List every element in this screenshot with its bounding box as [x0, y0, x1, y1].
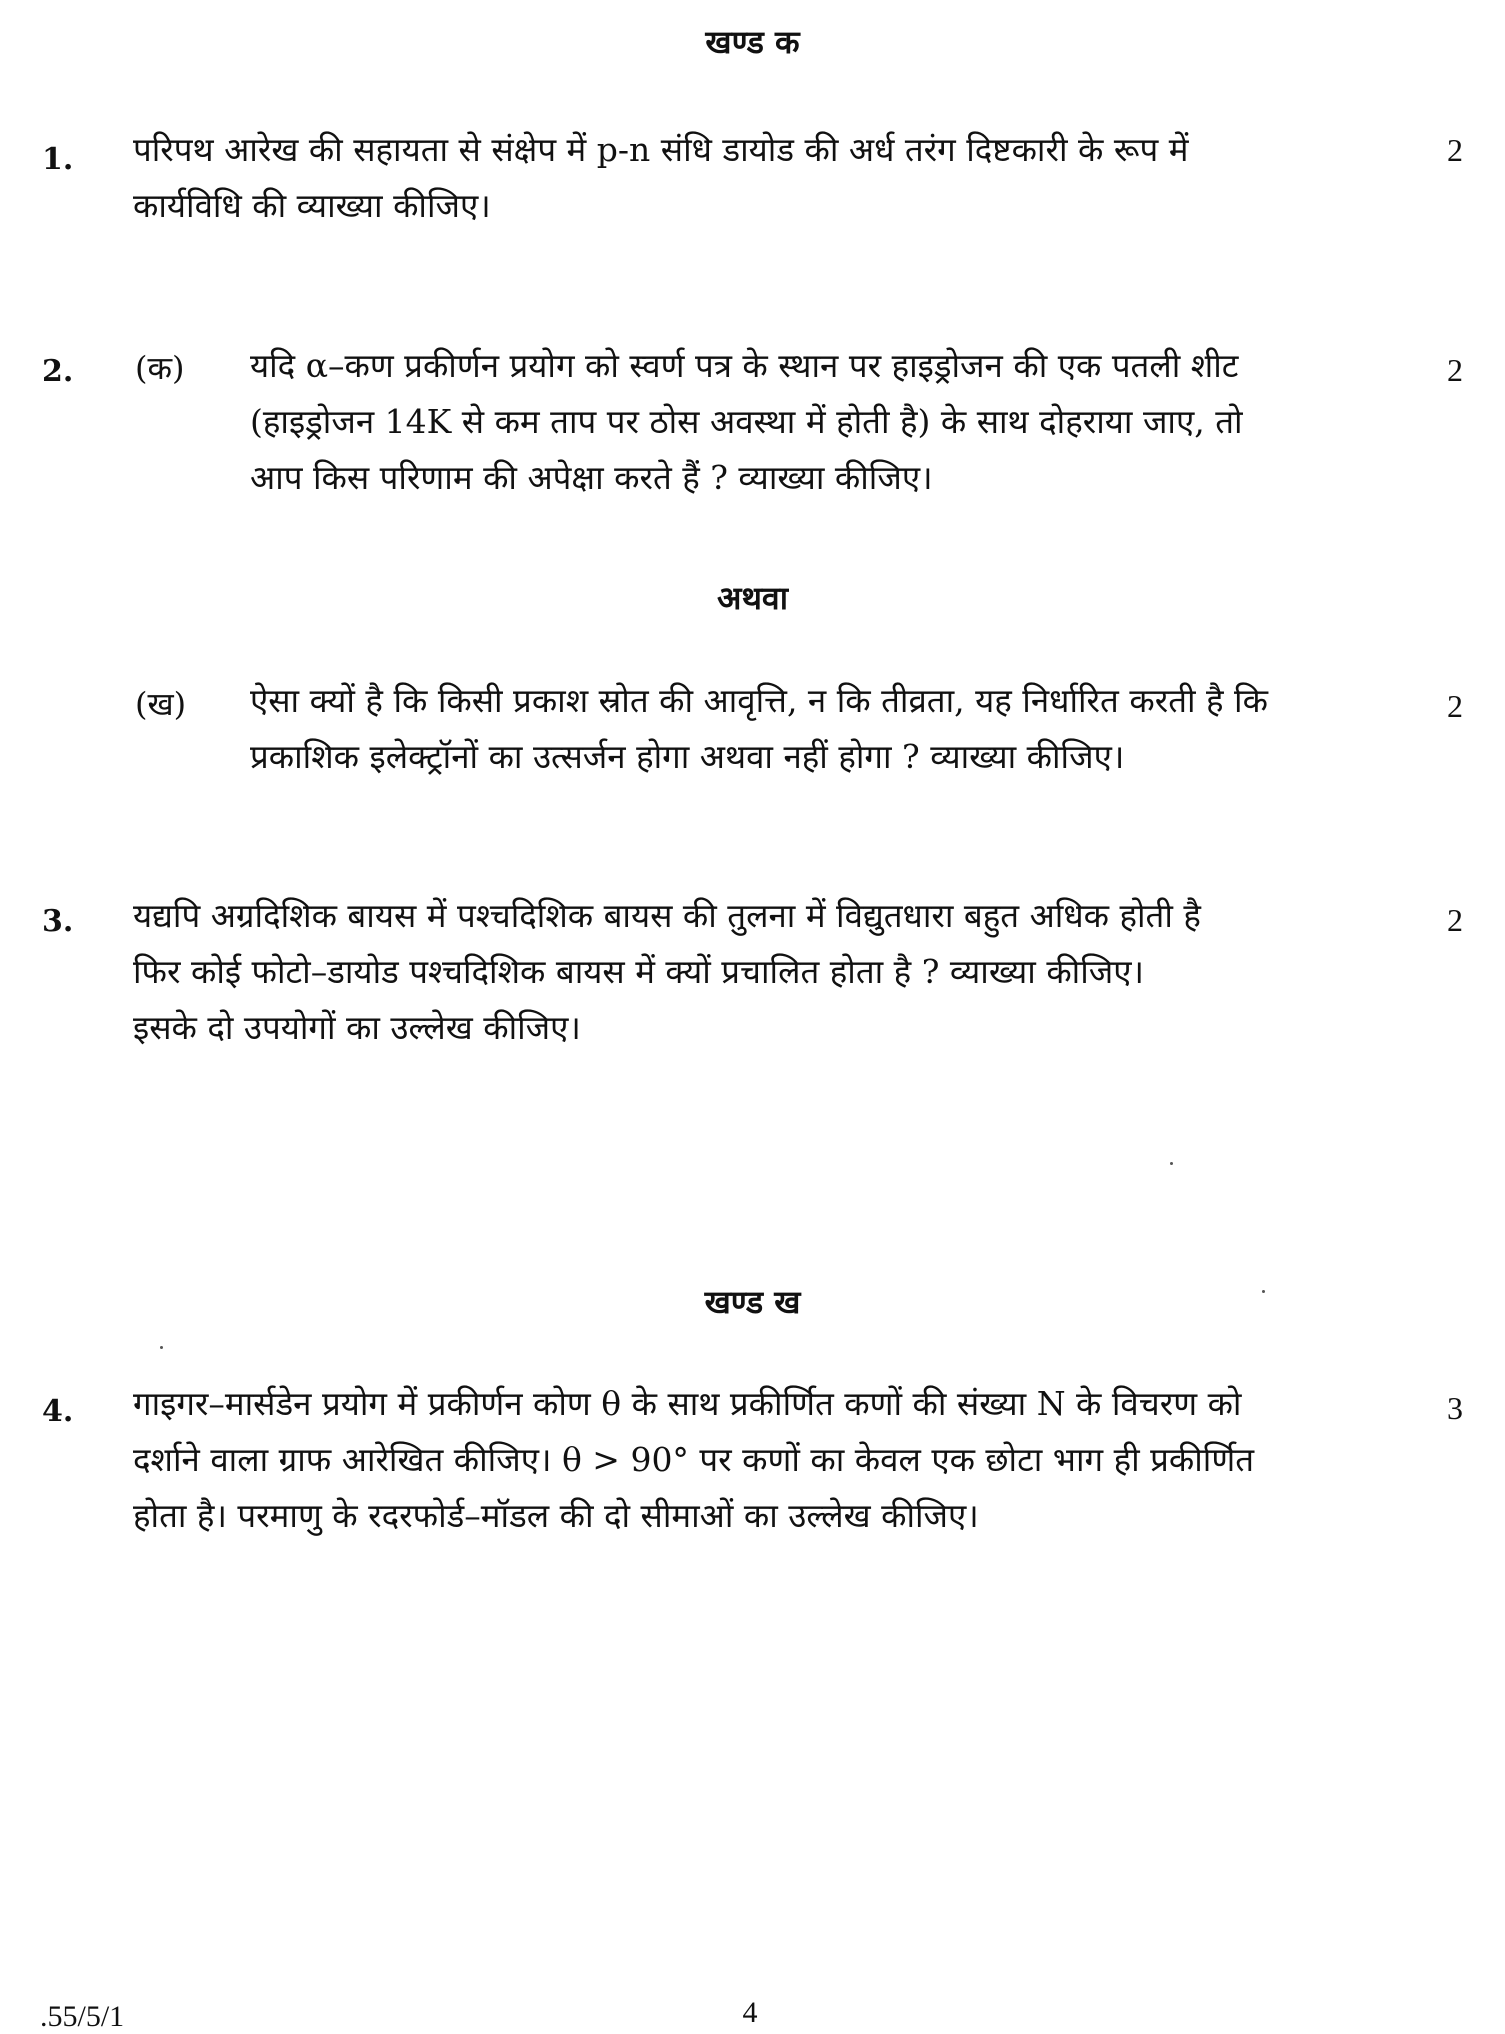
question-4-number: 4. — [42, 1394, 74, 1429]
page-number: 4 — [742, 1996, 758, 2029]
question-4-marks: 3 — [1447, 1390, 1463, 1426]
scan-speck — [1170, 1162, 1173, 1165]
question-4-text — [133, 1376, 1303, 1544]
scan-speck — [160, 1346, 163, 1349]
section-a-heading: खण्ड क — [705, 23, 800, 61]
question-2-number: 2. — [42, 354, 74, 389]
question-2a-label: (क) — [135, 349, 185, 387]
question-1-number: 1. — [42, 142, 74, 177]
question-2b-line-1: ऐसा क्यों है कि किसी प्रकाश स्रोत की आवृत्ति, न कि तीव्रता, यह निर्धारित करती है कि — [250, 681, 1268, 720]
question-3-marks: 2 — [1447, 902, 1463, 938]
question-3-line-1: यद्यपि अग्रदिशिक बायस में पश्चदिशिक बायस की तुलना में विद्युतधारा बहुत अधिक होती है — [133, 896, 1201, 935]
question-4-line-1: गाइगर–मार्सडेन प्रयोग में प्रकीर्णन कोण θ के साथ प्रकीर्णित कणों की संख्या N के विचरण को — [133, 1384, 1242, 1423]
or-label: अथवा — [717, 579, 788, 617]
question-3-line-3: इसके दो उपयोगों का उल्लेख कीजिए। — [133, 1008, 581, 1047]
question-2a-line-2: (हाइड्रोजन 14K से कम ताप पर ठोस अवस्था में होती है) के साथ दोहराया जाए, तो — [250, 402, 1243, 441]
question-1-marks: 2 — [1447, 132, 1463, 168]
question-3-text — [133, 888, 1303, 1056]
question-2b-label: (ख) — [135, 685, 187, 723]
section-b-heading: खण्ड ख — [704, 1283, 801, 1321]
question-4-line-3: होता है। परमाणु के रदरफोर्ड–मॉडल की दो सीमाओं का उल्लेख कीजिए। — [133, 1496, 979, 1535]
question-1-text — [133, 122, 1303, 234]
paper-code: .55/5/1 — [40, 2000, 125, 2033]
question-2b-text — [250, 673, 1310, 785]
question-3-number: 3. — [42, 904, 74, 939]
question-4-line-2: दर्शाने वाला ग्राफ आरेखित कीजिए। θ > 90° पर कणों का केवल एक छोटा भाग ही प्रकीर्णित — [133, 1440, 1255, 1479]
question-2b-marks: 2 — [1447, 688, 1463, 724]
question-2a-line-3: आप किस परिणाम की अपेक्षा करते हैं ? व्याख्या कीजिए। — [250, 458, 933, 497]
question-2b-line-2: प्रकाशिक इलेक्ट्रॉनों का उत्सर्जन होगा अथवा नहीं होगा ? व्याख्या कीजिए। — [250, 737, 1125, 776]
question-2a-marks: 2 — [1447, 352, 1463, 388]
question-1-line-1: परिपथ आरेख की सहायता से संक्षेप में p-n संधि डायोड की अर्ध तरंग दिष्टकारी के रूप में — [133, 130, 1189, 169]
question-1-line-2: कार्यविधि की व्याख्या कीजिए। — [133, 186, 491, 225]
question-2a-text — [250, 338, 1310, 506]
question-2a-line-1: यदि α–कण प्रकीर्णन प्रयोग को स्वर्ण पत्र के स्थान पर हाइड्रोजन की एक पतली शीट — [250, 346, 1239, 385]
question-3-line-2: फिर कोई फोटो–डायोड पश्चदिशिक बायस में क्यों प्रचालित होता है ? व्याख्या कीजिए। — [133, 952, 1145, 991]
